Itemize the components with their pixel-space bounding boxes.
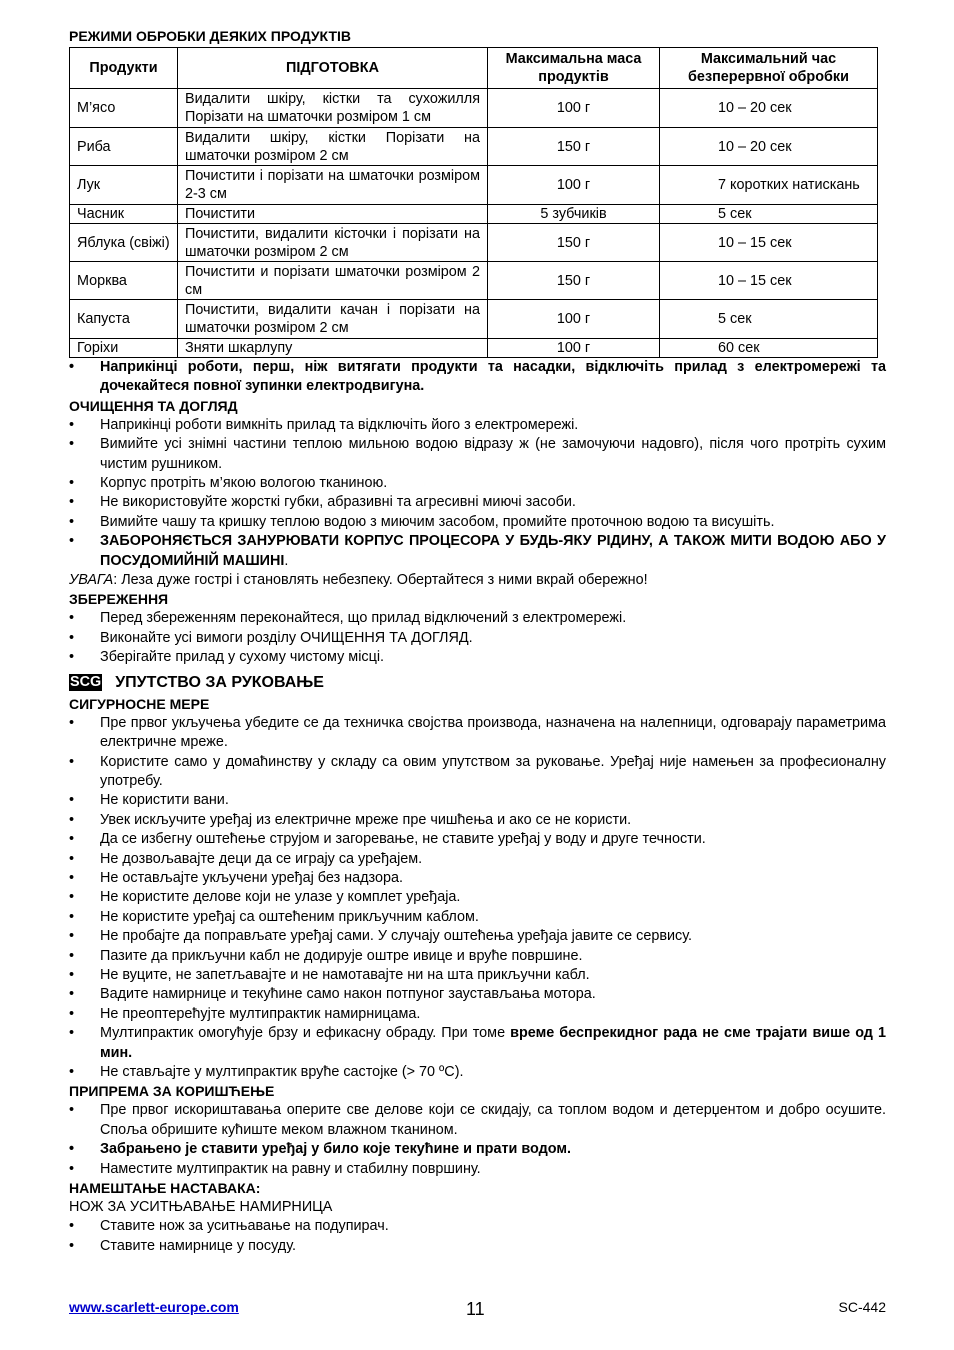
bold-item-end: . [284,552,289,569]
cell-mass: 100 г [488,300,660,339]
list-item: • Не користити вани. [69,791,886,810]
cell-mass: 150 г [488,224,660,262]
cell-prep: Видалити шкіру, кістки Порізати на шматочки розміром 2 см [178,128,488,166]
list-item: • Пре првог искориштавања оперите све делове који се скидају, са топлом водом и детерџентом и добро осушите. Споља обришите кућиште меком влажном тканином. [69,1101,886,1140]
safety-title: СИГУРНОСНЕ МЕРЕ [69,695,210,712]
cell-prep: Почистити [178,205,488,224]
list-item: • Увек искључите уређај из електричне мреже пре чишћења и ако се не користи. [69,811,886,830]
list-item: • Користите само у домаћинству у складу са овим упутством за руковање. Уређај није намењен за професионалну употребу. [69,753,886,792]
cell-prep: Почистити, видалити качан і порізати на шматочки розміром 2 см [178,300,488,339]
cell-product: Морква [70,262,178,300]
bold-text: време беспрекидног рада не сме трајати више од 1 мин. [100,1025,886,1061]
header-products: Продукти [70,48,178,89]
list-item: • Не вуците, не запетљавајте и не намотавајте ни на шта прикључни кабл. [69,966,886,985]
cell-product: Горіхи [70,339,178,358]
list-item: • Вимийте чашу та кришку теплою водою з миючим засобом, промийте проточною водою та висушіть. [69,513,886,532]
cell-prep: Почистити, видалити кісточки і порізати на шматочки розміром 2 см [178,224,488,262]
list-item: • Забрањено је ставити уређај у било које текућине и прати водом. [69,1140,886,1159]
table-row [70,300,878,339]
page-footer [69,1298,886,1322]
storage-title: ЗБЕРЕЖЕННЯ [69,591,169,608]
cell-prep: Почистити і порізати на шматочки розміром 2-3 см [178,166,488,205]
table-row [70,89,878,128]
list-item: • Наместите мултипрактик на равну и стабилну површину. [69,1160,886,1179]
cell-time: 7 коротких натискань [660,166,878,205]
warning-text: : Леза дуже гострі і становлять небезпеку. Обертайтеся з ними вкрай обережно! [113,572,648,589]
list-item: • Не користите делове који не улазе у комплет уређаја. [69,888,886,907]
list-item: • Пазите да прикључни кабл не додирује оштре ивице и вруће површине. [69,947,886,966]
list-item: • Виконайте усі вимоги розділу ОЧИЩЕННЯ ТА ДОГЛЯД. [69,629,886,648]
prep-list [69,1101,886,1179]
cell-time: 10 – 15 сек [660,224,878,262]
header-max-mass: Максимальна маса продуктів [488,48,660,89]
list-item: • Не преоптерећујте мултипрактик намирницама. [69,1005,886,1024]
cell-time: 5 сек [660,205,878,224]
cell-product: Риба [70,128,178,166]
table-row [70,128,878,166]
table-row [70,205,878,224]
cell-prep: Видалити шкіру, кістки та сухожилля Порізати на шматочки розміром 1 см [178,89,488,128]
safety-list [69,714,886,1083]
storage-list [69,609,886,667]
processing-table [69,47,878,358]
table-row [70,224,878,262]
table-row [70,166,878,205]
after-table-list [69,358,886,397]
cell-product: Капуста [70,300,178,339]
cell-prep: Почистити и порізати шматочки розміром 2 см [178,262,488,300]
list-item [69,532,886,571]
warning-label: УВАГА [69,572,114,589]
list-item: • Вадите намирнице и текућине само након потпуног заустављања мотора. [69,985,886,1004]
bold-text: ЗАБОРОНЯЄТЬСЯ ЗАНУРЮВАТИ КОРПУС ПРОЦЕСОРА У БУДЬ-ЯКУ РІДИНУ, А ТАКОЖ МИТИ ВОДОЮ АБО У ПОСУДОМИЙНІЙ МАШИНІ [100,533,886,569]
cell-time: 10 – 20 сек [660,89,878,128]
list-item [69,1024,886,1063]
cell-product: Лук [70,166,178,205]
website-link[interactable]: www.scarlett-europe.com [69,1299,239,1315]
list-item: • Вимийте усі знімні частини теплою мильною водою відразу ж (не замочуючи надовго), після чого протріть сухим чистим рушником. [69,435,886,474]
list-item: • Наприкінці роботи, перш, ніж витягати продукти та насадки, відключіть прилад з електромережі та дочекайтеся повної зупинки електродвигуна. [69,358,886,397]
list-item: • Зберігайте прилад у сухому чистому місці. [69,648,886,667]
knife-title: НОЖ ЗА УСИТЊАВАЊЕ НАМИРНИЦА [69,1199,333,1216]
cell-mass: 5 зубчиків [488,205,660,224]
list-item: • Не пробајте да поправљате уређај сами. У случају оштећења уређаја јавите се сервису. [69,927,886,946]
table-section-title: РЕЖИМИ ОБРОБКИ ДЕЯКИХ ПРОДУКТІВ [69,28,351,44]
cleaning-list [69,416,886,571]
table-row [70,262,878,300]
normal-text: Мултипрактик омогућује брзу и ефикасну обраду. При томе [100,1025,511,1042]
cell-mass: 150 г [488,128,660,166]
language-badge: SCG [70,674,102,691]
header-preparation: ПІДГОТОВКА [178,48,488,89]
cell-product: Часник [70,205,178,224]
list-item: • Да се избегну оштећење струјом и загоревање, не ставите уређај у воду и друге течности. [69,830,886,849]
list-item: • Не стављајте у мултипрактик вруће састојке (> 70 ºC). [69,1063,886,1082]
scg-heading [69,671,886,695]
model-number: SC-442 [838,1299,886,1315]
prep-title: ПРИПРЕМА ЗА КОРИШЋЕЊЕ [69,1083,275,1100]
list-item: • Не остављајте укључени уређај без надзора. [69,869,886,888]
cell-product: М’ясо [70,89,178,128]
table-header-row [70,48,878,89]
list-item: • Ставите намирнице у посуду. [69,1237,886,1256]
list-item: • Корпус протріть м’якою вологою тканиною. [69,474,886,493]
page-content [69,27,886,1256]
scg-title: УПУТСТВО ЗА РУКОВАЊЕ [115,673,324,691]
warning-note [69,571,886,590]
cell-mass: 100 г [488,89,660,128]
page-number: 11 [466,1299,485,1319]
list-item: • Не використовуйте жорсткі губки, абразивні та агресивні миючі засоби. [69,493,886,512]
knife-list [69,1217,886,1256]
cell-time: 60 сек [660,339,878,358]
cell-mass: 150 г [488,262,660,300]
attachments-title: НАМЕШТАЊЕ НАСТАВАКА: [69,1180,261,1197]
cell-time: 10 – 20 сек [660,128,878,166]
list-item: • Не користите уређај са оштећеним прикључним каблом. [69,908,886,927]
list-item: • Перед збереженням переконайтеся, що прилад відключений з електромережі. [69,609,886,628]
header-max-time: Максимальний час безперервної обробки [660,48,878,89]
list-item: • Пре првог укључења убедите се да техничка својства производа, назначена на налепници, одговарају параметрима електричне мреже. [69,714,886,753]
table-row [70,339,878,358]
cell-time: 5 сек [660,300,878,339]
cell-prep: Зняти шкарлупу [178,339,488,358]
list-item: • Наприкінці роботи вимкніть прилад та відключіть його з електромережі. [69,416,886,435]
cell-mass: 100 г [488,166,660,205]
list-item: • Не дозвољавајте деци да се играју са уређајем. [69,850,886,869]
list-item: • Ставите нож за уситњавање на подупирач. [69,1217,886,1236]
cell-time: 10 – 15 сек [660,262,878,300]
cleaning-title: ОЧИЩЕННЯ ТА ДОГЛЯД [69,397,238,414]
cell-mass: 100 г [488,339,660,358]
cell-product: Яблука (свіжі) [70,224,178,262]
